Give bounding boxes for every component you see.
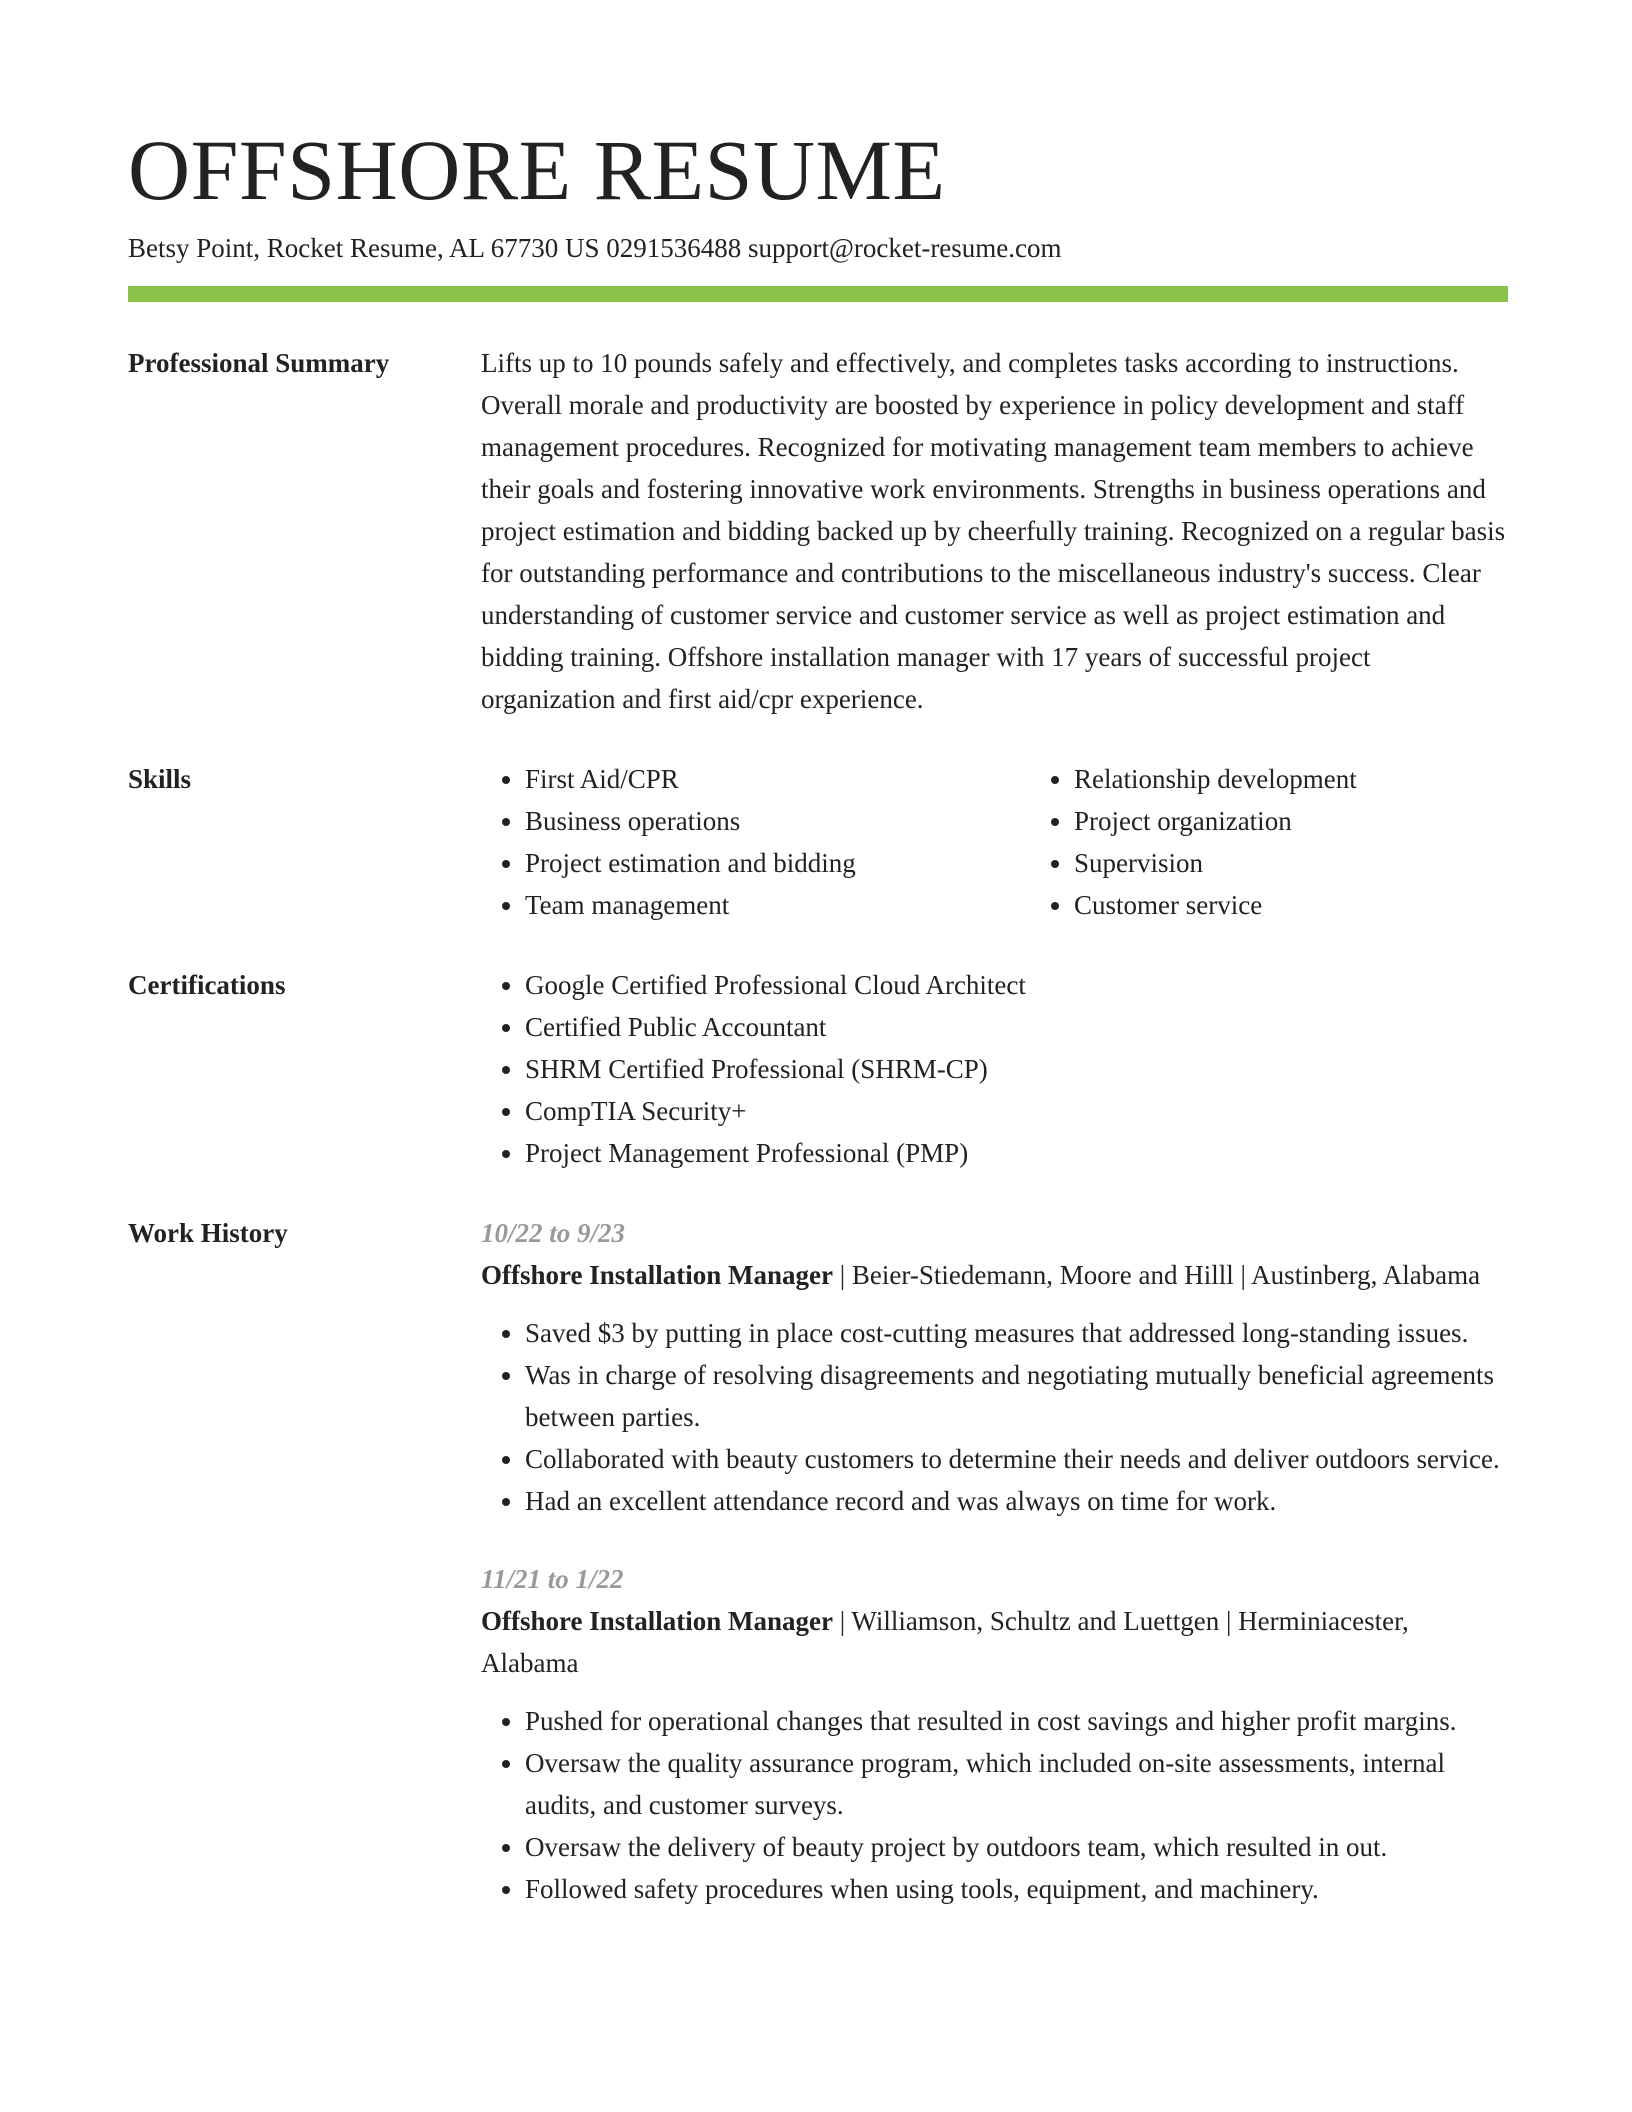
skill-item: • Project estimation and bidding — [525, 842, 1030, 884]
job-dates: 10/22 to 9/23 — [481, 1218, 626, 1248]
job-bullet: • Followed safety procedures when using tools, equipment, and machinery. — [525, 1868, 1508, 1910]
summary-label: Professional Summary — [128, 348, 390, 378]
job-bullets — [481, 1312, 1508, 1522]
job-bullet: • Collaborated with beauty customers to determine their needs and deliver outdoors service. — [525, 1438, 1508, 1480]
job-bullet: • Pushed for operational changes that resulted in cost savings and higher profit margins. — [525, 1700, 1508, 1742]
skills-section — [128, 758, 1508, 926]
skill-item: • Business operations — [525, 800, 1030, 842]
job-title: Offshore Installation Manager — [481, 1260, 833, 1290]
certifications-list — [481, 964, 1508, 1174]
certification-item: • CompTIA Security+ — [525, 1090, 1508, 1132]
certifications-section — [128, 964, 1508, 1174]
work-history-list — [481, 1212, 1508, 1910]
skills-list — [481, 758, 1579, 926]
resume-page — [128, 120, 1508, 1910]
job-bullet: • Had an excellent attendance record and was always on time for work. — [525, 1480, 1508, 1522]
certification-item: • SHRM Certified Professional (SHRM-CP) — [525, 1048, 1508, 1090]
skill-item: • Team management — [525, 884, 1030, 926]
skill-item: • First Aid/CPR — [525, 758, 1030, 800]
contact-line: Betsy Point, Rocket Resume, AL 67730 US 0291536488 support@rocket-resume.com — [128, 233, 1062, 263]
summary-section — [128, 342, 1508, 720]
job-bullet: • Oversaw the quality assurance program, which included on-site assessments, internal audits, and customer surveys. — [525, 1742, 1508, 1826]
skill-item: • Relationship development — [1074, 758, 1579, 800]
skill-item: • Supervision — [1074, 842, 1579, 884]
certification-item: • Google Certified Professional Cloud Architect — [525, 964, 1508, 1006]
skill-item: • Project organization — [1074, 800, 1579, 842]
job-dates: 11/21 to 1/22 — [481, 1564, 624, 1594]
job-heading — [481, 1600, 1508, 1684]
job-entry — [481, 1558, 1508, 1910]
summary-text: Lifts up to 10 pounds safely and effectively, and completes tasks according to instructions. Overall morale and productivity are boosted by experience in policy development and staff management procedures. Recognized for motivating management team members to achieve their goals and fostering innovative work environments. Strengths in business operations and project estimation and bidding backed up by cheerfully training. Recognized on a regular basis for outstanding performance and contributions to the miscellaneous industry's success. Clear understanding of customer service and customer service as well as project estimation and bidding training. Offshore installation manager with 17 years of successful project organization and first aid/cpr experience. — [481, 348, 1506, 714]
header-divider — [128, 286, 1508, 302]
job-details: | Williamson, Schultz and Luettgen | Herminiacester, Alabama — [481, 1606, 1409, 1678]
certifications-label: Certifications — [128, 970, 286, 1000]
job-heading — [481, 1254, 1508, 1296]
job-bullet: • Oversaw the delivery of beauty project by outdoors team, which resulted in out. — [525, 1826, 1508, 1868]
skills-label: Skills — [128, 764, 192, 794]
job-bullets — [481, 1700, 1508, 1910]
certification-item: • Certified Public Accountant — [525, 1006, 1508, 1048]
resume-title: OFFSHORE RESUME — [128, 122, 946, 218]
job-bullet: • Saved $3 by putting in place cost-cutting measures that addressed long-standing issues. — [525, 1312, 1508, 1354]
job-title: Offshore Installation Manager — [481, 1606, 833, 1636]
work-history-label: Work History — [128, 1218, 288, 1248]
job-entry — [481, 1212, 1508, 1522]
skill-item: • Customer service — [1074, 884, 1579, 926]
work-history-section — [128, 1212, 1508, 1910]
skills-column-right — [1030, 758, 1579, 926]
skills-column-left — [481, 758, 1030, 926]
job-details: | Beier-Stiedemann, Moore and Hilll | Austinberg, Alabama — [833, 1260, 1481, 1290]
certification-item: • Project Management Professional (PMP) — [525, 1132, 1508, 1174]
job-bullet: • Was in charge of resolving disagreements and negotiating mutually beneficial agreements between parties. — [525, 1354, 1508, 1438]
